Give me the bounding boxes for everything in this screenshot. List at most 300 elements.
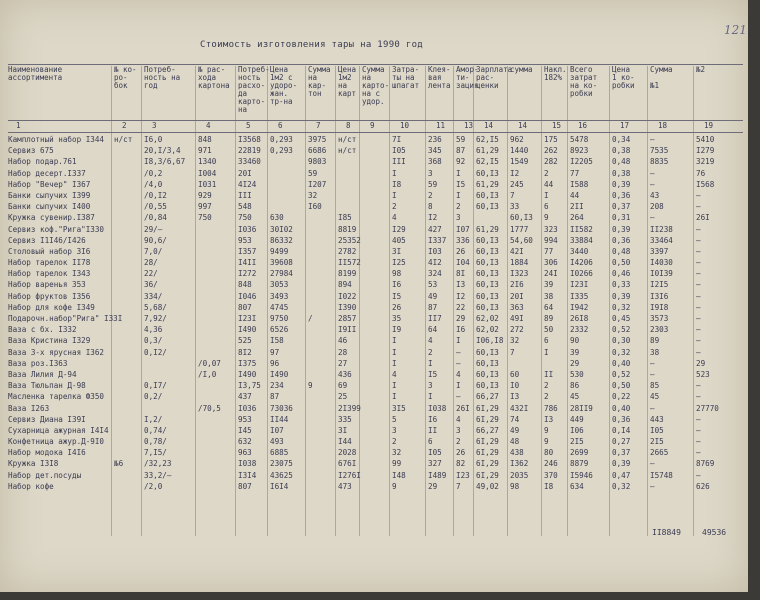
table-cell: 0,30 [612, 336, 631, 346]
table-cell: 59 [456, 135, 466, 144]
column-number: 15 [552, 121, 562, 130]
table-cell: 43 [650, 190, 660, 200]
table-cell: 89 [544, 314, 554, 323]
table-cell: I2 [428, 213, 438, 223]
table-cell: 8879 [570, 459, 589, 469]
table-cell: 38 [544, 291, 554, 301]
table-cell: I [392, 347, 397, 357]
table-row [8, 145, 743, 156]
column-header: Зарплата рас- ценки [476, 65, 513, 90]
table-cell: 1440 [510, 146, 529, 156]
table-cell: – [696, 280, 701, 290]
item-name: Сервиз I1I46/I426 [8, 235, 86, 245]
table-cell: 2 [428, 190, 433, 200]
table-cell: I60 [308, 202, 322, 212]
table-cell: 1884 [510, 258, 529, 268]
table-row [8, 481, 743, 492]
table-cell: I [456, 336, 461, 346]
table-cell: I588 [570, 179, 589, 189]
table-cell: 0,46 [612, 269, 631, 279]
table-cell: 33460 [238, 157, 261, 167]
table-cell: 437 [238, 392, 252, 402]
table-row [8, 179, 743, 190]
table-cell: 0,50 [612, 381, 631, 391]
table-cell: I58 [270, 336, 284, 346]
total-sum-1: II8849 [652, 528, 681, 537]
table-cell: 7535 [650, 146, 669, 156]
table-cell: 0,47 [612, 470, 631, 480]
table-cell: /0,07 [198, 358, 221, 368]
column-header: № ко- ро- бок [114, 65, 137, 90]
table-cell: I05 [650, 425, 664, 435]
table-cell: I8,3/6,67 [144, 157, 186, 167]
table-cell: – [650, 403, 655, 413]
table-cell: 370 [544, 470, 558, 480]
table-cell: 0,I2/ [144, 347, 167, 357]
table-cell: 2028 [338, 448, 357, 458]
table-cell: 60,I3 [476, 269, 499, 279]
table-cell: 4 [456, 369, 461, 379]
table-cell: I [392, 168, 397, 178]
table-cell: 2II [570, 202, 584, 212]
column-header: Всего затрат на ко- робки [570, 65, 598, 98]
table-cell: 4 [428, 336, 433, 346]
table-cell: 60,I3 [476, 291, 499, 301]
table-cell: I6 [456, 325, 466, 335]
table-cell: – [650, 179, 655, 189]
table-cell: 60 [510, 369, 520, 379]
table-cell: 60,I3 [476, 280, 499, 290]
table-cell: /2,0 [144, 481, 163, 491]
table-cell: – [696, 291, 701, 301]
table-cell: I04 [456, 258, 470, 268]
table-cell: I3I6 [650, 291, 669, 301]
table-cell: 9 [544, 437, 549, 447]
table-cell: 2 [544, 168, 549, 178]
table-cell: 2857 [338, 314, 357, 323]
table-cell: 30I02 [270, 224, 293, 234]
table-cell: 86332 [270, 235, 293, 245]
table-cell: 76 [696, 168, 706, 178]
table-cell: 246 [544, 459, 558, 469]
table-cell: 0,I7/ [144, 381, 167, 391]
table-cell: – [696, 224, 701, 234]
table-cell: 2 [392, 437, 397, 447]
table-cell: I07 [456, 224, 470, 234]
table-row [8, 369, 743, 380]
table-cell: 324 [428, 269, 442, 279]
table-cell: 9803 [308, 157, 327, 167]
table-cell: 208 [650, 202, 664, 212]
table-cell: 0,48 [612, 246, 631, 256]
table-cell: I490 [238, 369, 257, 379]
table-cell: 26I [696, 213, 710, 223]
table-cell: I3,75 [238, 381, 261, 391]
table-row [8, 279, 743, 290]
table-cell: 60,I3 [476, 202, 499, 212]
table-cell: 0,40 [612, 403, 631, 413]
table-cell: 64 [428, 325, 438, 335]
table-cell: 0,293 [270, 135, 293, 144]
table-header [8, 66, 743, 126]
table-cell: 22/ [144, 269, 158, 279]
table-cell: 3493 [270, 291, 289, 301]
table-cell: 327 [428, 459, 442, 469]
table-cell: 27984 [270, 269, 293, 279]
table-cell: 848 [238, 280, 252, 290]
item-name: Набор для кофе I349 [8, 302, 95, 312]
table-cell: I335 [570, 291, 589, 301]
table-cell: 2332 [570, 325, 589, 335]
table-cell: /I,0 [198, 369, 217, 379]
table-cell: I3568 [238, 135, 261, 144]
table-cell: 62,I5 [476, 135, 499, 144]
table-cell: I031 [198, 179, 217, 189]
table-cell: I85 [338, 213, 352, 223]
table-cell: 80 [544, 448, 554, 458]
table-cell: I48 [392, 470, 406, 480]
table-cell: 26 [456, 448, 466, 458]
column-header: сумма [510, 65, 533, 74]
table-cell: I [544, 347, 549, 357]
table-cell: /0,I2 [144, 190, 167, 200]
table-cell: 0,I4 [612, 425, 631, 435]
column-header: Клея- вая лента [428, 65, 451, 90]
table-cell: 64 [544, 302, 554, 312]
table-cell: /70,5 [198, 403, 221, 413]
table-cell: 0,37 [612, 448, 631, 458]
table-cell: 0,45 [612, 314, 631, 323]
table-cell: 7 [510, 190, 515, 200]
table-cell: 86 [570, 381, 580, 391]
table-cell: – [696, 425, 701, 435]
table-cell: 6I,29 [476, 414, 499, 424]
table-cell: II582 [570, 224, 593, 234]
table-cell: I0I39 [650, 269, 673, 279]
table-cell: 953 [238, 235, 252, 245]
column-header: № рас- хода картона [198, 65, 230, 90]
table-cell: 2 [544, 392, 549, 402]
column-number: 6 [278, 121, 283, 130]
table-cell: I [456, 381, 461, 391]
table-cell: 77 [570, 168, 580, 178]
table-cell: 3 [456, 425, 461, 435]
table-cell: 0,31 [612, 213, 631, 223]
table-cell: 3053 [270, 280, 289, 290]
table-cell: II [544, 369, 554, 379]
table-cell: 0,78/ [144, 437, 167, 447]
table-row [8, 134, 743, 145]
table-cell: 0,37 [612, 202, 631, 212]
table-cell: 87 [428, 302, 438, 312]
table-cell: 530 [570, 369, 584, 379]
table-cell: 60,I3 [476, 168, 499, 178]
table-cell: – [650, 135, 655, 144]
table-cell: 405 [392, 235, 406, 245]
table-cell: 2303 [650, 325, 669, 335]
table-cell: I4II [238, 258, 257, 268]
table-cell: 60,I3 [476, 246, 499, 256]
table-cell: 2 [392, 202, 397, 212]
table-cell: 8I2 [238, 347, 252, 357]
item-name: Набор "Вечер" I367 [8, 179, 91, 189]
table-cell: I489 [428, 470, 447, 480]
table-cell: – [696, 336, 701, 346]
table-cell: 62,02 [476, 314, 499, 323]
table-cell: 32 [510, 336, 520, 346]
table-cell: 432I [510, 403, 529, 413]
table-cell: 427 [428, 224, 442, 234]
table-cell: I [392, 358, 397, 368]
table-cell: 334/ [144, 291, 163, 301]
table-cell: /0,55 [144, 202, 167, 212]
table-cell: 548 [238, 202, 252, 212]
column-header: Наименование ассортимента [8, 65, 63, 82]
table-row [8, 335, 743, 346]
table-cell: 0,32 [612, 347, 631, 357]
item-name: Столовый набор 3I6 [8, 246, 91, 256]
table-cell: 7,92/ [144, 314, 167, 323]
table-cell: 630 [270, 213, 284, 223]
column-number: 11 [436, 121, 446, 130]
cost-table-body [8, 134, 743, 492]
table-cell: 0,52 [612, 325, 631, 335]
table-cell: I [392, 381, 397, 391]
table-cell: – [696, 392, 701, 402]
table-cell: 66,27 [476, 425, 499, 435]
table-cell: 4 [456, 414, 461, 424]
item-name: Набор модока I4I6 [8, 448, 86, 458]
table-cell: 0,36 [612, 414, 631, 424]
column-number: 3 [152, 121, 157, 130]
table-cell: I [456, 190, 461, 200]
table-cell: – [456, 358, 461, 368]
table-cell: 69 [338, 381, 348, 391]
table-cell: 6 [544, 336, 549, 346]
table-cell: – [696, 414, 701, 424]
page-number: 121 [724, 23, 747, 37]
table-cell: I357 [238, 246, 257, 256]
table-cell: – [650, 168, 655, 178]
table-cell: 8199 [338, 269, 357, 279]
table-cell: 7,I5/ [144, 448, 167, 458]
table-cell: I036 [238, 403, 257, 413]
table-cell: 61,29 [476, 146, 499, 156]
table-cell: 49 [428, 291, 438, 301]
table-cell: 8835 [650, 157, 669, 167]
table-cell: I [392, 190, 397, 200]
table-row [8, 201, 743, 212]
column-header: Цена 1 ко- робки [612, 65, 635, 90]
table-cell: I207 [308, 179, 327, 189]
table-cell: I [392, 336, 397, 346]
item-name: Конфетница ажур.Д-9I0 [8, 437, 105, 447]
table-cell: I6,0 [144, 135, 163, 144]
table-cell: 48 [510, 437, 520, 447]
table-cell: 60,I3 [476, 235, 499, 245]
table-cell: 262 [544, 146, 558, 156]
item-name: Сервиз Диана I39I [8, 414, 86, 424]
table-cell: 272 [510, 325, 524, 335]
table-cell: 3 [392, 425, 397, 435]
table-cell: 38 [650, 347, 660, 357]
table-cell: 44 [544, 179, 554, 189]
column-number: 2 [122, 121, 127, 130]
table-cell: 29 [570, 358, 580, 368]
item-name: Подарочн.набор"Рига" I33I [8, 314, 123, 323]
table-row [8, 414, 743, 425]
table-cell: 24I [544, 269, 558, 279]
table-cell: I2I5 [650, 280, 669, 290]
table-cell: I362 [510, 459, 529, 469]
table-cell: 807 [238, 481, 252, 491]
item-name: Ваза Лилия Д-94 [8, 369, 77, 379]
table-cell: 82 [456, 459, 466, 469]
table-cell: – [696, 347, 701, 357]
table-cell: 786 [544, 403, 558, 413]
table-cell: 96 [270, 358, 280, 368]
table-cell: 0,32 [612, 481, 631, 491]
table-cell: 27 [338, 358, 348, 368]
table-cell: – [456, 347, 461, 357]
table-row [8, 425, 743, 436]
table-row [8, 403, 743, 414]
table-cell: 60,I3 [476, 302, 499, 312]
column-number: 10 [400, 121, 410, 130]
table-cell: 8 [428, 202, 433, 212]
table-cell: 42I [510, 246, 524, 256]
table-cell: 0,38 [612, 168, 631, 178]
table-cell: 2035 [510, 470, 529, 480]
table-cell: – [650, 369, 655, 379]
table-cell: / [308, 314, 313, 323]
table-cell: 4,36 [144, 325, 163, 335]
table-cell: I6 [428, 414, 438, 424]
item-name: Кружка I3I8 [8, 459, 59, 469]
table-cell: – [696, 190, 701, 200]
table-cell: – [650, 358, 655, 368]
table-cell: 97 [270, 347, 280, 357]
table-cell: 963 [238, 448, 252, 458]
table-cell: 33464 [650, 235, 673, 245]
table-cell: I06 [570, 425, 584, 435]
column-number-rule [8, 132, 743, 133]
table-cell: 60,I3 [476, 358, 499, 368]
table-cell: 0,39 [612, 291, 631, 301]
table-cell: 22819 [238, 146, 261, 156]
table-cell: 25 [338, 392, 348, 402]
table-cell: 28II9 [570, 403, 593, 413]
table-cell: 1777 [510, 224, 529, 234]
table-cell: 0,32 [612, 302, 631, 312]
item-name: Банки сыпучих I399 [8, 190, 91, 200]
table-cell: II238 [650, 224, 673, 234]
table-cell: I022 [338, 291, 357, 301]
table-cell: I23I [570, 280, 589, 290]
table-cell: II44 [270, 414, 289, 424]
table-cell: I3 [510, 392, 520, 402]
table-cell: – [650, 481, 655, 491]
table-cell: 7I [392, 135, 402, 144]
table-cell: 175 [544, 135, 558, 144]
item-name: Набор тарелок II78 [8, 258, 91, 268]
table-cell: I046 [238, 291, 257, 301]
table-cell: I9 [392, 325, 402, 335]
table-cell: /4,0 [144, 179, 163, 189]
item-name: Набор тарелок I343 [8, 269, 91, 279]
table-cell: I25 [392, 258, 406, 268]
table-cell: 438 [510, 448, 524, 458]
table-cell: I [428, 392, 433, 402]
table-cell: I [392, 392, 397, 402]
table-cell: – [696, 269, 701, 279]
table-cell: – [696, 258, 701, 268]
table-cell: 46 [338, 336, 348, 346]
column-header: №2 [696, 65, 706, 74]
table-cell: /0,84 [144, 213, 167, 223]
table-cell: 0,50 [612, 258, 631, 268]
table-cell: I07 [270, 425, 284, 435]
column-number: 4 [206, 121, 211, 130]
table-cell: 0,74/ [144, 425, 167, 435]
item-name: Ваза I263 [8, 403, 50, 413]
table-cell: I03 [428, 246, 442, 256]
table-cell: I942 [570, 302, 589, 312]
item-name: Набор дет.посуды [8, 470, 82, 480]
table-cell: 336 [456, 235, 470, 245]
table-cell: 35 [392, 314, 402, 323]
table-cell: 3 [428, 381, 433, 391]
table-cell: 77 [544, 246, 554, 256]
table-cell: I [544, 190, 549, 200]
table-cell: 92 [456, 157, 466, 167]
table-cell: I3 [456, 280, 466, 290]
item-name: Ваза 3-х ярусная I362 [8, 347, 105, 357]
table-cell: 9 [392, 481, 397, 491]
table-cell: 4I24 [238, 179, 257, 189]
table-cell: I05 [392, 146, 406, 156]
table-cell: – [696, 381, 701, 391]
table-cell: 4 [392, 369, 397, 379]
table-cell: I2 [510, 168, 520, 178]
table-cell: 27770 [696, 403, 719, 413]
table-cell: I6I4 [270, 481, 289, 491]
table-cell: 59 [308, 168, 318, 178]
table-row [8, 324, 743, 335]
table-row [8, 302, 743, 313]
table-cell: 0,39 [612, 459, 631, 469]
item-name: Ваза Кристина I329 [8, 336, 91, 346]
table-row [8, 235, 743, 246]
table-cell: – [696, 448, 701, 458]
table-cell: I5748 [650, 470, 673, 480]
table-cell: /32,23 [144, 459, 172, 469]
table-cell: 45 [570, 392, 580, 402]
table-cell: I5 [428, 369, 438, 379]
item-name: Камплотный набор I344 [8, 135, 105, 144]
table-cell: – [696, 314, 701, 323]
table-cell: 20I [238, 168, 252, 178]
column-header: Накл. 182% [544, 65, 567, 82]
table-cell: 962 [510, 135, 524, 144]
table-cell: I038 [428, 403, 447, 413]
table-cell: 8769 [696, 459, 715, 469]
table-cell: II7 [428, 314, 442, 323]
column-header: Цена 1м2 на карт [338, 65, 357, 98]
table-cell: н/ст [114, 135, 133, 144]
table-cell: 6686 [308, 146, 327, 156]
table-cell: 994 [544, 235, 558, 245]
